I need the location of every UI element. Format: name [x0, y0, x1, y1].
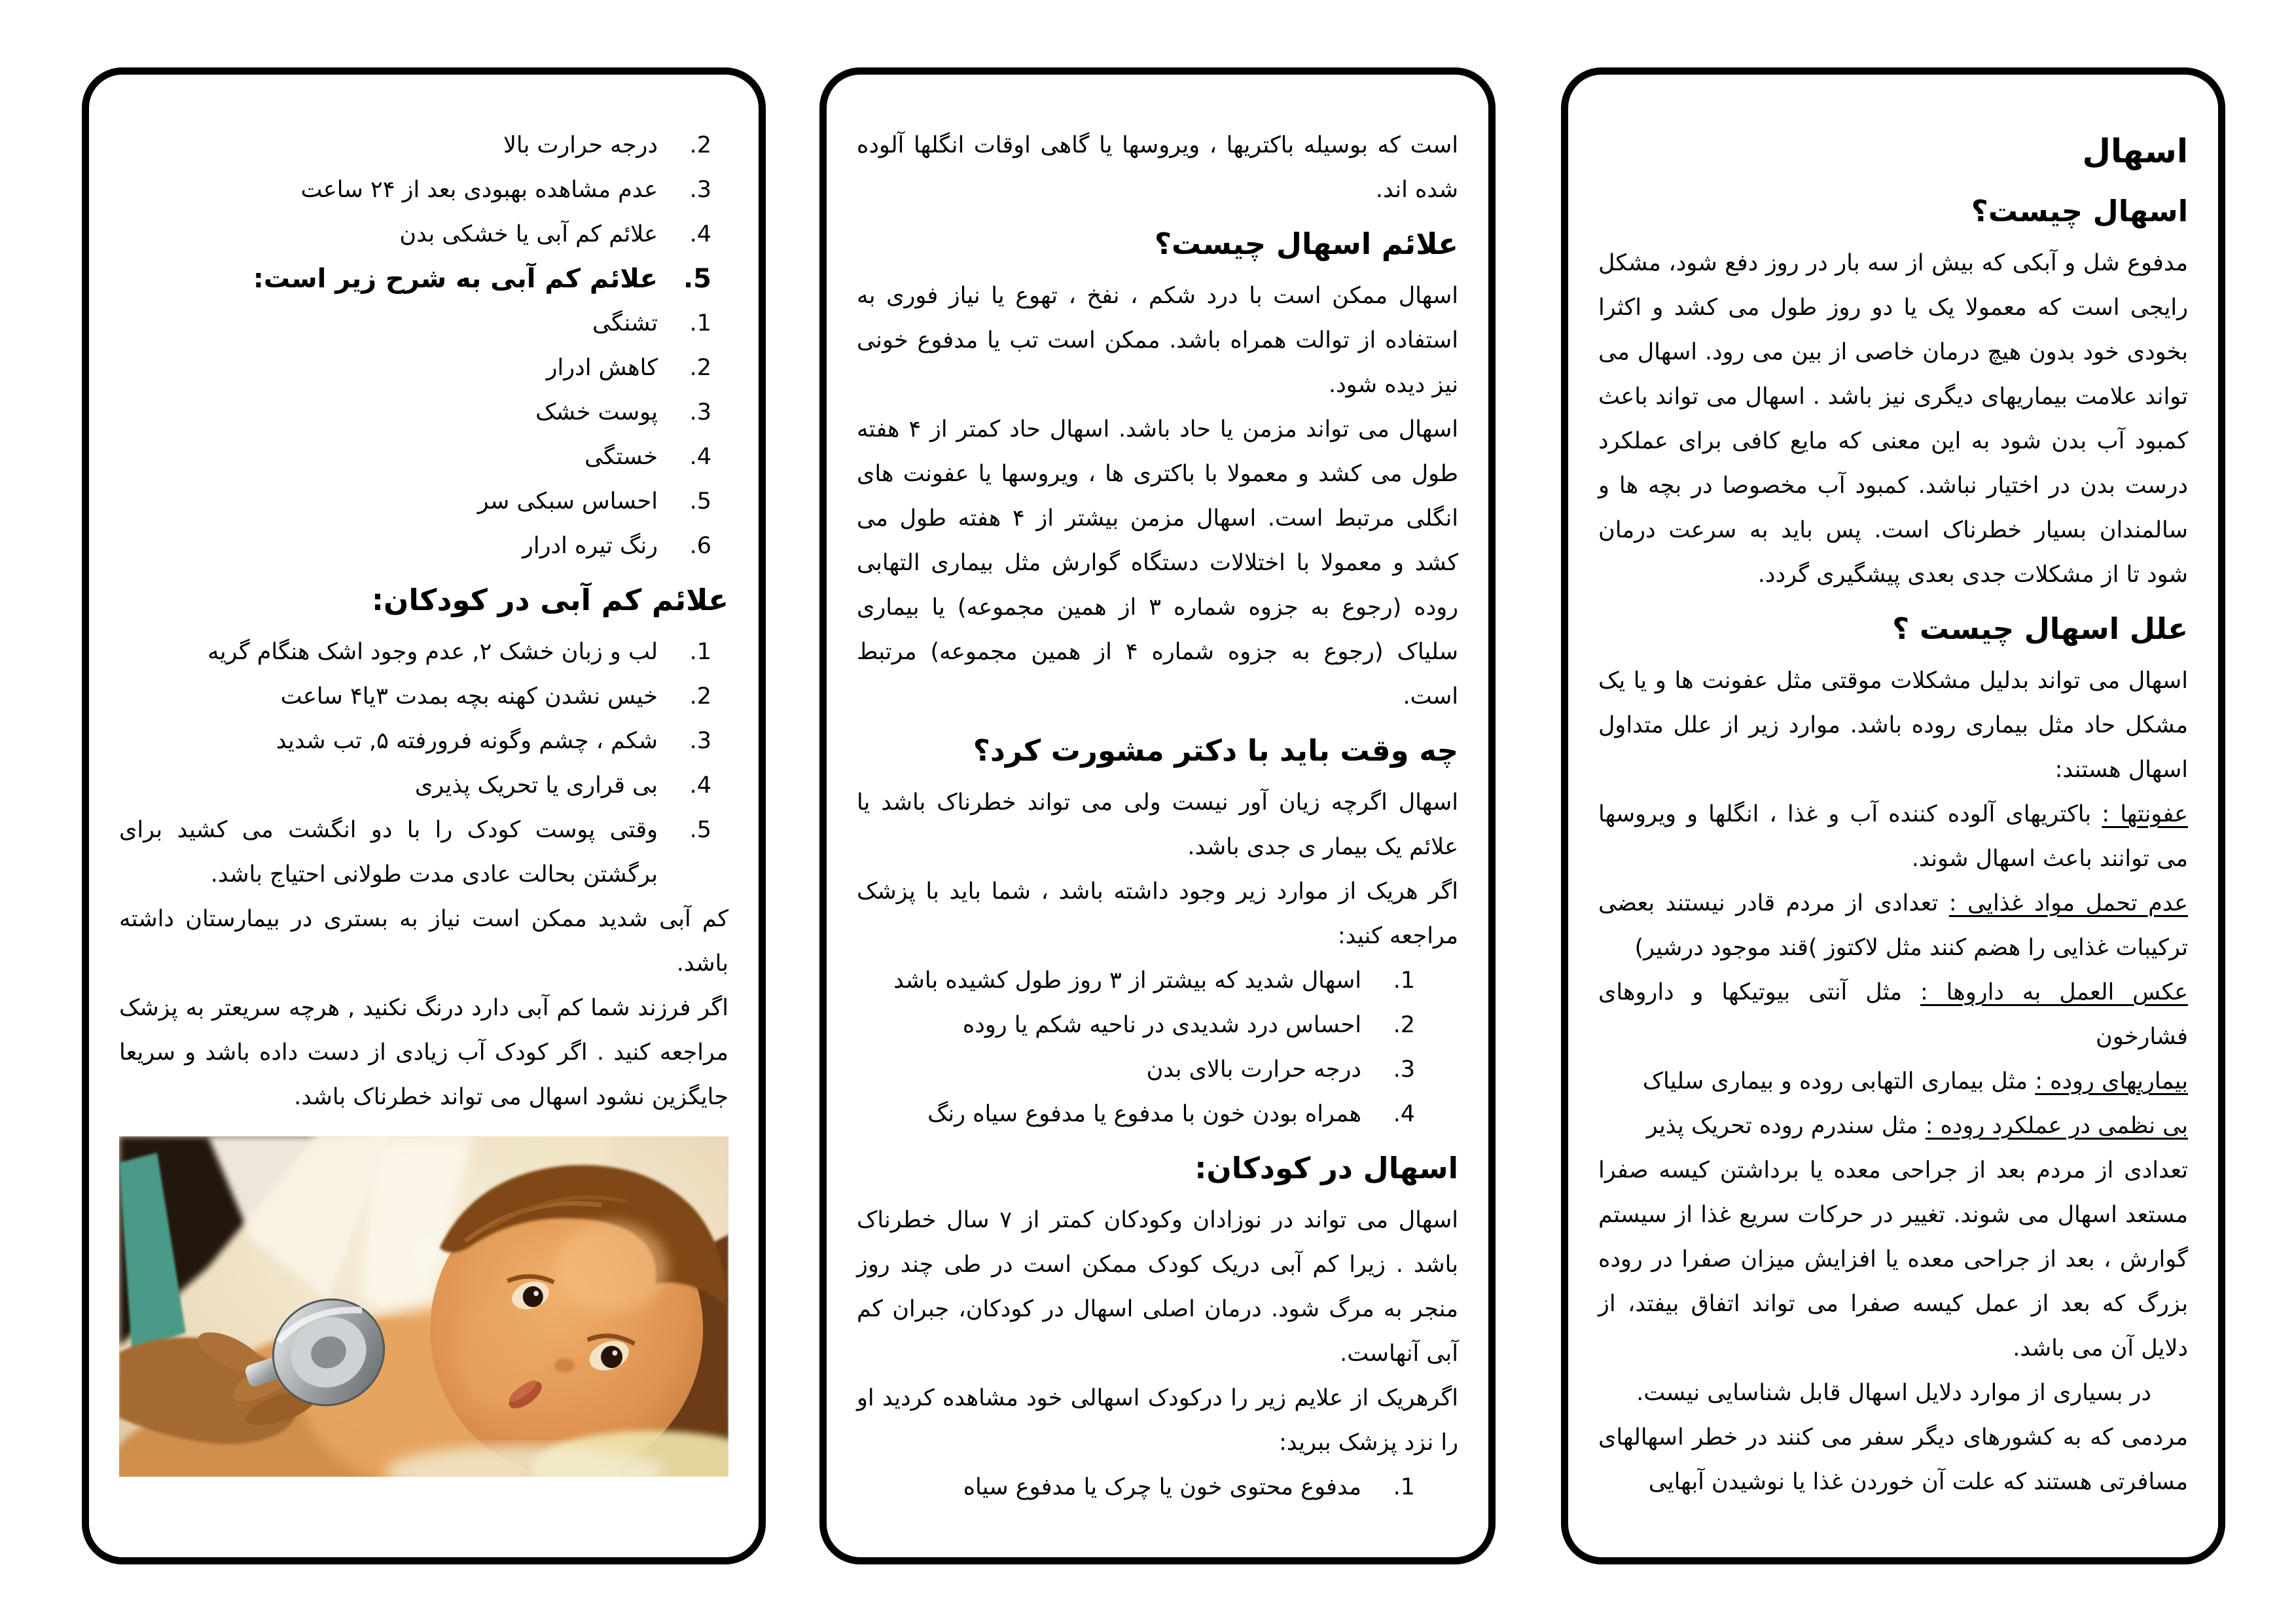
list-item	[857, 1465, 1415, 1509]
list-item	[119, 257, 711, 301]
para-children-2: اگرهریک از علایم زیر را درکودک اسهالی خود مشاهده کردید او را نزد پزشک ببرید:	[857, 1385, 1458, 1456]
see-doctor-list	[857, 958, 1458, 1136]
list-marker: 4.	[689, 772, 711, 799]
list-item	[857, 1003, 1415, 1047]
para-surgery: تعدادی از مردم بعد از جراحی معده یا برداشتن کیسه صفرا مستعد اسهال می شوند. تغییر در حرکات سریع غذا از سیستم گوارش ، بعد از جراحی معده یا افزایش میزان صفرا در روده بزرگ که بعد از عمل کیسه صفرا می تواند اتفاق بیفتد، از دلایل آن می باشد.	[1598, 1157, 2188, 1362]
panel-right-content	[1568, 75, 2218, 1517]
cause-item	[1598, 1104, 2188, 1148]
list-marker: 6.	[689, 533, 711, 559]
list-marker: 4.	[689, 221, 711, 247]
para-unknown: در بسیاری از موارد دلایل اسهال قابل شناسایی نیست.	[1636, 1380, 2151, 1406]
para-continuation: است که بوسیله باکتریها ، ویروسها یا گاهی اوقات انگلها آلوده شده اند.	[857, 132, 1458, 203]
list-marker: 1.	[1393, 967, 1415, 994]
list-text: مدفوع محتوی خون یا چرک یا مدفوع سیاه	[963, 1474, 1361, 1500]
cause-item	[1598, 1059, 2188, 1104]
cause-lead: بی نظمی در عملکرد روده :	[1925, 1113, 2188, 1139]
section-heading-symptoms: علائم اسهال چیست؟	[1154, 226, 1458, 261]
list-text: درجه حرارت بالای بدن	[1146, 1056, 1361, 1083]
list-item	[857, 1047, 1415, 1092]
para-acute-chronic: اسهال می تواند مزمن یا حاد باشد. اسهال حاد کمتر از ۴ هفته طول می کشد و معمولا با باکتری ها ، ویروسها یا عفونت های انگلی مرتبط است. اسهال مزمن بیشتر از ۴ هفته طول می کشد و معمولا با اختلالات دستگاه گوارش مثل بیماری التهابی روده (رجوع به جزوه شماره ۳ از همین مجموعه) یا بیماری سلیاک (رجوع به جزوه شماره ۴ از همین مجموعه) مرتبط است.	[857, 416, 1459, 710]
list-text: پوست خشک	[535, 399, 658, 425]
cause-lead: عکس العمل به داروها :	[1920, 979, 2188, 1005]
list-marker: 4.	[1393, 1101, 1415, 1127]
para-hospital: کم آبی شدید ممکن است نیاز به بستری در بیمارستان داشته باشد.	[119, 906, 728, 977]
para-travel: مردمی که به کشورهای دیگر سفر می کنند در خطر اسهالهای مسافرتی هستند که علت آن خوردن غذا یا نوشیدن آبهایی	[1598, 1424, 2188, 1495]
list-text: تشنگی	[592, 310, 658, 336]
list-text: خیس نشدن کهنه بچه بمدت ۳یا۴ ساعت	[280, 683, 658, 710]
list-marker: 2.	[689, 683, 711, 710]
list-item	[119, 168, 711, 212]
list-marker: 1.	[1393, 1474, 1415, 1500]
baby-stethoscope-photo	[119, 1136, 728, 1477]
list-item	[119, 346, 711, 390]
list-text: وقتی پوست کودک را با دو انگشت می کشید برای برگشتن بحالت عادی مدت طولانی احتیاج باشد.	[119, 817, 658, 888]
para-children: اسهال می تواند در نوزادان وکودکان کمتر از ۷ سال خطرناک باشد . زیرا کم آبی دریک کودک ممکن است در طی چند روز منجر به مرگ شود. درمان اصلی اسهال در کودکان، جبران کم آبی آنهاست.	[857, 1207, 1459, 1367]
list-marker: 2.	[1393, 1012, 1415, 1038]
para-urgent: اگر فرزند شما کم آبی دارد درنگ نکنید , هرچه سریعتر به پزشک مراجعه کنید . اگر کودک آب زیادی از دست داده باشد و سریعا جایگزین نشود اسهال می تواند خطرناک باشد.	[119, 995, 728, 1110]
list-item	[119, 674, 711, 719]
list-item	[119, 808, 711, 897]
list-item	[119, 435, 711, 479]
section-heading-doctor: چه وقت باید با دکتر مشورت کرد؟	[973, 733, 1458, 768]
para-causes-intro: اسهال می تواند بدلیل مشکلات موقتی مثل عفونت ها و یا یک مشکل حاد مثل بیماری روده باشد. موارد زیر از علل متداول اسهال هستند:	[1598, 668, 2188, 783]
list-text: درجه حرارت بالا	[503, 132, 658, 158]
cause-text: تعدادی از مردم قادر نیستند بعضی ترکیبات غذایی را هضم کنند مثل لاکتوز )قند موجود درشیر)	[1598, 890, 2188, 961]
list-marker: 5.	[689, 488, 711, 514]
para-symptoms: اسهال ممکن است با درد شکم ، نفخ ، تهوع یا نیاز فوری به استفاده از توالت همراه باشد. ممکن است تب یا مدفوع خونی نیز دیده شود.	[857, 283, 1458, 398]
list-item	[119, 630, 711, 674]
cause-item	[1598, 792, 2188, 881]
cause-lead: عدم تحمل مواد غذایی :	[1948, 890, 2188, 916]
list-item	[119, 390, 711, 435]
list-text: علائم کم آبی به شرح زیر است:	[253, 264, 658, 294]
children-warning-list	[857, 1465, 1458, 1509]
list-marker: 3.	[689, 177, 711, 203]
brochure-title: اسهال	[2082, 132, 2188, 170]
list-item	[119, 123, 711, 168]
panel-left	[82, 67, 766, 1564]
list-item	[119, 719, 711, 763]
list-item	[119, 301, 711, 346]
cause-text: مثل بیماری التهابی روده و بیماری سلیاک	[1642, 1068, 2028, 1094]
list-item	[857, 1092, 1415, 1136]
list-marker: 1.	[689, 639, 711, 665]
cause-item	[1598, 970, 2188, 1059]
list-marker: 3.	[689, 728, 711, 754]
list-item	[119, 763, 711, 808]
list-text: احساس درد شدیدی در ناحیه شکم یا روده	[962, 1012, 1361, 1038]
list-text: لب و زبان خشک ۲, عدم وجود اشک هنگام گریه	[207, 639, 658, 665]
list-text: اسهال شدید که بیشتر از ۳ روز طول کشیده باشد	[893, 967, 1361, 994]
panel-left-content	[89, 75, 759, 1490]
cause-text: مثل آنتی بیوتیکها و داروهای فشارخون	[1598, 979, 2188, 1050]
list-marker: 2.	[689, 132, 711, 158]
children-dehydration-list	[119, 630, 728, 897]
list-item	[119, 524, 711, 568]
panel-right	[1561, 67, 2225, 1564]
list-item	[119, 212, 711, 257]
list-text: خستگی	[584, 444, 658, 470]
list-text: همراه بودن خون با مدفوع یا مدفوع سیاه رنگ	[927, 1101, 1361, 1127]
list-marker: 2.	[689, 355, 711, 381]
list-marker: 4.	[689, 444, 711, 470]
panel-middle-content	[827, 75, 1488, 1523]
para-definition: مدفوع شل و آبکی که بیش از سه بار در روز دفع شود، مشکل رایجی است که معمولا یک یا دو روز طول می کشد و اکثرا بخودی خود بدون هیچ درمان خاصی از بین می رود. اسهال می تواند علامت بیماریهای دیگری نیز باشد . اسهال می تواند باعث کمبود آب بدن شود به این معنی که مایع کافی برای عملکرد درست بدن در اختیار نباشد. کمبود آب مخصوصا در بچه ها و سالمندان بسیار خطرناک است. پس باید به سرعت درمان شود تا از مشکلات جدی بعدی پیشگیری گردد.	[1598, 250, 2188, 588]
list-marker: 3.	[689, 399, 711, 425]
list-item	[119, 479, 711, 524]
section-heading-children-dehydration: علائم کم آبی در کودکان:	[371, 583, 728, 617]
list-text: عدم مشاهده بهبودی بعد از ۲۴ ساعت	[300, 177, 658, 203]
list-marker: 5.	[689, 817, 711, 843]
list-text: شکم ، چشم وگونه فرورفته ۵, تب شدید	[276, 728, 658, 754]
list-text: بی قراری یا تحریک پذیری	[414, 772, 658, 799]
list-marker: 3.	[1393, 1056, 1415, 1083]
list-marker: 1.	[689, 310, 711, 336]
para-doctor-2: اگر هریک از موارد زیر وجود داشته باشد ، شما باید با پزشک مراجعه کنید:	[857, 878, 1458, 949]
section-heading-what: اسهال چیست؟	[1971, 194, 2188, 228]
list-text: رنگ تیره ادرار	[522, 533, 658, 559]
cause-text: باکتریهای آلوده کننده آب و غذا ، انگلها و ویروسها می توانند باعث اسهال شوند.	[1598, 801, 2188, 872]
list-text: کاهش ادرار	[546, 355, 658, 381]
list-marker: 5.	[683, 264, 711, 294]
panel-middle	[819, 67, 1496, 1564]
list-text: احساس سبکی سر	[477, 488, 658, 514]
baby-nose	[554, 1358, 575, 1373]
section-heading-children: اسهال در کودکان:	[1194, 1151, 1458, 1185]
cause-lead: بیماریهای روده :	[2035, 1068, 2188, 1094]
cause-text: مثل سندرم روده تحریک پذیر	[1646, 1113, 1918, 1139]
dehydration-signs-list	[119, 301, 728, 568]
cause-item	[1598, 881, 2188, 970]
cause-lead: عفونتها :	[2102, 801, 2188, 827]
list-item	[857, 958, 1415, 1003]
section-heading-causes: علل اسهال چیست ؟	[1892, 611, 2188, 646]
para-doctor-1: اسهال اگرچه زیان آور نیست ولی می تواند خطرناک باشد یا علائم یک بیمار ی جدی باشد.	[857, 789, 1458, 860]
warning-signs-list	[119, 123, 728, 301]
list-text: علائم کم آبی یا خشکی بدن	[399, 221, 658, 247]
